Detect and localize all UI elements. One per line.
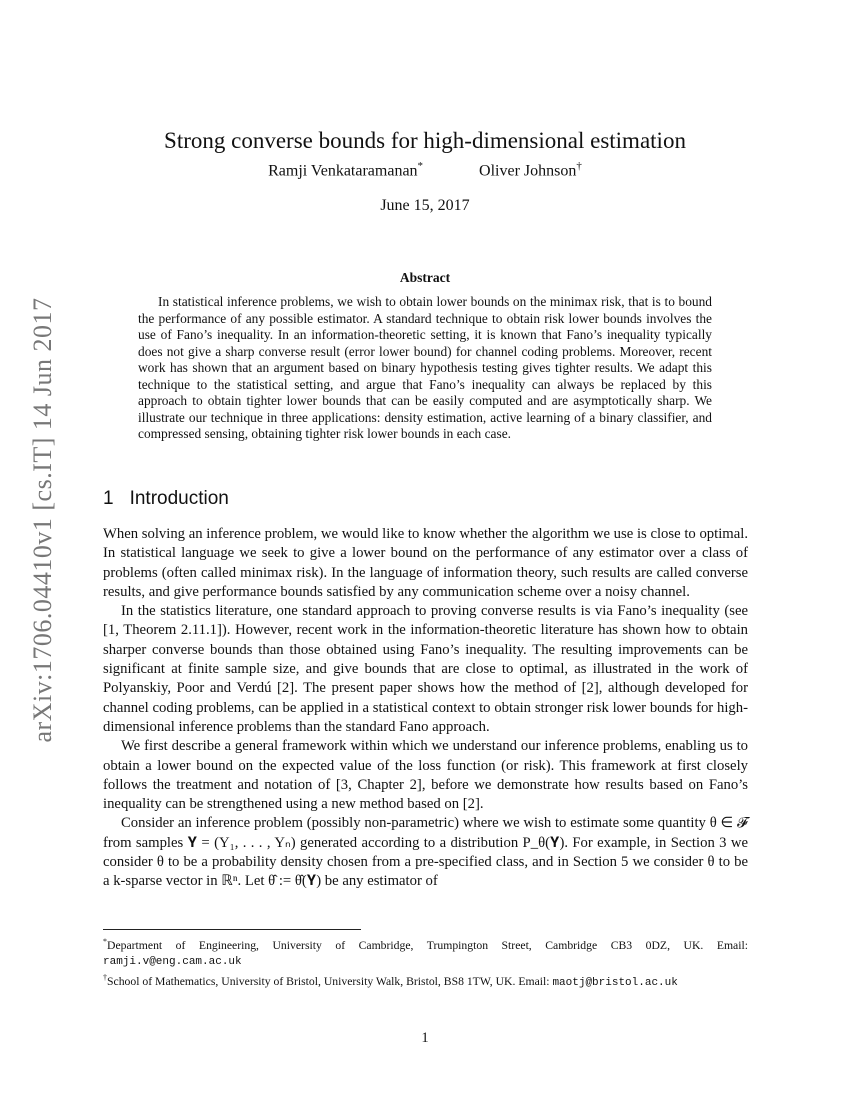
section-number: 1 (103, 488, 114, 509)
footnotes (103, 934, 748, 991)
publication-date: June 15, 2017 (380, 197, 470, 214)
footnote-mark: * (103, 937, 107, 946)
page-number: 1 (421, 1030, 429, 1046)
author-footnote-mark: † (576, 160, 582, 172)
author-footnote-mark: * (417, 160, 424, 172)
abstract-heading: Abstract (399, 270, 451, 285)
author-name: Oliver Johnson (479, 162, 577, 180)
section-heading (103, 488, 229, 510)
body-text (103, 525, 748, 892)
section-title: Introduction (129, 488, 229, 509)
author-2 (479, 160, 582, 180)
author-1 (268, 160, 423, 180)
paragraph: We first describe a general framework within which we understand our inference problems, enabling us to obtain a lower bound on the expected value of the loss function (or risk). This framework at first closely follows the treatment and notation of [3, Chapter 2], before we demonstrate how results based on Fano’s inequality can be strengthened using a new method based on [2]. (103, 738, 748, 813)
email-link[interactable]: maotj@bristol.ac.uk (552, 976, 678, 989)
author-list (0, 160, 850, 180)
abstract-text: In statistical inference problems, we wish to obtain lower bounds on the minimax risk, that is to bound the performance of any possible estimator. A standard technique to obtain risk lower bounds involves the use of Fano’s inequality. In an information-theoretic setting, it is known that Fano’s inequality typically does not give a sharp converse result (error lower bound) for channel coding problems. Moreover, recent work has shown that an argument based on binary hypothesis testing gives tighter results. We adapt this technique to the statistical setting, and argue that Fano’s inequality can always be replaced by this approach to obtain tighter lower bounds that can be easily computed and are asymptotically sharp. We illustrate our technique in three applications: density estimation, active learning of a binary classifier, and compressed sensing, obtaining tighter risk lower bounds in each case. (138, 294, 712, 441)
footnote (103, 934, 748, 970)
footnote-text: School of Mathematics, University of Bristol, University Walk, Bristol, BS8 1TW, UK. Email: (107, 974, 550, 988)
arxiv-identifier: arXiv:1706.04410v1 [cs.IT] 14 Jun 2017 (28, 297, 57, 743)
footnote-mark: † (103, 972, 107, 982)
author-name: Ramji Venkataramanan (268, 162, 418, 180)
footnote (103, 970, 748, 991)
paragraph: Consider an inference problem (possibly non-parametric) where we wish to estimate some quantity θ ∈ 𝓕 from samples 𝐘 = (Y₁, . . . , Yₙ) generated according to a distribution P_θ(𝐘). For example, in Section 3 we consider θ to be a probability density chosen from a pre-specified class, and in Section 5 we consider θ to be a k-sparse vector in ℝⁿ. Let θ̂ := θ̂(𝐘) be any estimator of (103, 815, 748, 890)
paragraph: When solving an inference problem, we would like to know whether the algorithm we use is close to optimal. In statistical language we seek to give a lower bound on the performance of any estimator over a class of problems (often called minimax risk). In the language of information theory, such results are called converse results, and give performance bounds satisfied by any communication scheme over a noisy channel. (103, 526, 748, 600)
footnote-divider (103, 929, 361, 930)
footnote-text: Department of Engineering, University of Cambridge, Trumpington Street, Cambridge CB3 0DZ, UK. Email: (107, 938, 748, 952)
email-link[interactable]: ramji.v@eng.cam.ac.uk (103, 955, 242, 968)
paper-title: Strong converse bounds for high-dimensional estimation (164, 128, 686, 153)
paragraph: In the statistics literature, one standard approach to proving converse results is via Fano’s inequality (see [1, Theorem 2.11.1]). However, recent work in the information-theoretic literature has shown how to obtain sharper converse bounds than those obtained using Fano’s inequality. The resulting improvements can be significant at finite sample size, and give bounds that are close to optimal, as illustrated in the work of Polyanskiy, Poor and Verdú [2]. The present paper shows how the method of [2], although developed for channel coding problems, can be applied in a statistical context to obtain stronger risk lower bounds for high-dimensional inference problems than the standard Fano approach. (103, 603, 748, 735)
